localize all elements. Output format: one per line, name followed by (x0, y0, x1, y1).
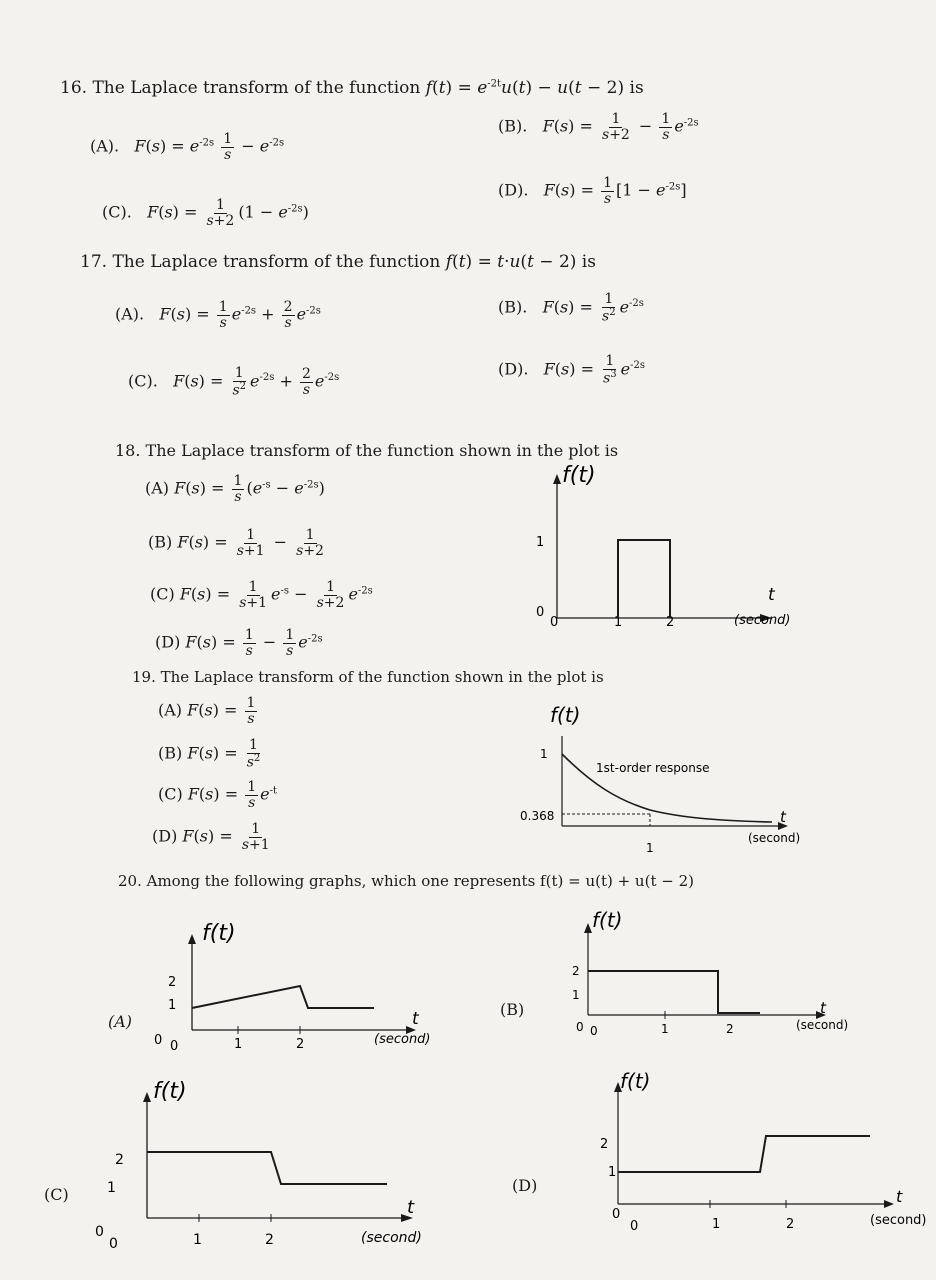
q19-option-a[interactable]: (A) F(s) = $\frac{1}{s}$ (158, 695, 256, 727)
q19-option-b[interactable]: (B) F(s) = $\frac{1}{s^2}$ (158, 737, 261, 771)
q20a-y-arrow (188, 934, 196, 944)
q20d-tick-y2: 2 (600, 1137, 609, 1152)
q20d-tick-x2: 2 (786, 1217, 795, 1232)
q20b-tick-x1: 1 (661, 1022, 669, 1036)
q20d-x-arrow (884, 1200, 894, 1208)
q20b-y-arrow (584, 923, 592, 933)
q18-tick-x1: 1 (614, 615, 623, 630)
q20-stem: 20. Among the following graphs, which one represents f(t) = u(t) + u(t − 2) (118, 872, 694, 890)
q20a-tick-y2: 2 (168, 975, 177, 990)
q20d-tick-x0: 0 (630, 1219, 639, 1234)
q20c-tick-x2: 2 (265, 1232, 274, 1248)
q20-option-b-label[interactable]: (B) (500, 1000, 525, 1019)
q20d-x-label: t (896, 1187, 903, 1206)
q19-ylabel: f(t) (550, 703, 581, 727)
q18-option-c[interactable]: (C) F(s) = $\frac{1}{s+1}$ $e^{-s}$ − $\frac{1}{s+2}$ $e^{-2s}$ (150, 579, 373, 611)
q20b-tick-x2: 2 (726, 1022, 734, 1036)
q20d-ylabel: f(t) (620, 1069, 651, 1093)
q20-option-a-label[interactable]: (A) (108, 1012, 133, 1031)
q20a-unit: (second) (374, 1032, 431, 1047)
q20-graph-b[interactable] (560, 905, 860, 1040)
q16-option-d[interactable]: (D). F(s) = $\frac{1}{s}$ $[1 - e^{-2s}]$ (498, 175, 687, 207)
q18-tick-x0: 0 (550, 615, 559, 630)
q19-option-d[interactable]: (D) F(s) = $\frac{1}{s+1}$ (152, 821, 270, 853)
q20b-origin: 0 (576, 1020, 584, 1034)
q20d-tick-y1: 1 (608, 1165, 617, 1180)
q20d-unit: (second) (870, 1213, 927, 1228)
q19-tick-x1: 1 (646, 841, 654, 855)
q20c-tick-x0: 0 (109, 1236, 118, 1252)
q18-tick-y1: 1 (536, 535, 545, 550)
q16-option-b[interactable]: (B). F(s) = $\frac{1}{s+2}$ − $\frac{1}{s}$ $e^{-2s}$ (498, 111, 699, 143)
q20a-tick-x1: 1 (234, 1037, 243, 1052)
q18-ylabel: f(t) (562, 463, 596, 488)
q20a-tick-x2: 2 (296, 1037, 305, 1052)
q20-option-c-label[interactable]: (C) (44, 1185, 69, 1204)
q16-option-a[interactable]: (A). $F(s) = e^{-2s}$ $\frac{1}{s}$ − $e^{-2s}$ (90, 131, 285, 163)
q20c-tick-y2: 2 (115, 1152, 124, 1168)
q19-unit: (second) (748, 831, 801, 845)
q17-option-a[interactable]: (A). F(s) = $\frac{1}{s}$ $e^{-2s}$ + $\frac{2}{s}$ $e^{-2s}$ (115, 299, 321, 331)
q20a-origin: 0 (154, 1033, 163, 1048)
q20b-tick-y1: 1 (572, 988, 580, 1002)
q20d-step (618, 1136, 870, 1172)
q18-stem: 18. The Laplace transform of the function shown in the plot is (115, 441, 619, 460)
q20c-ylabel: f(t) (153, 1079, 187, 1104)
q20-option-d-label[interactable]: (D) (512, 1176, 538, 1195)
q17-stem: 17. The Laplace transform of the function f(t) = t·u(t − 2) is (80, 252, 596, 272)
q20d-tick-x1: 1 (712, 1217, 721, 1232)
q20c-origin: 0 (95, 1224, 104, 1240)
q19-tick-yval: 0.368 (520, 809, 555, 823)
q18-option-d[interactable]: (D) F(s) = $\frac{1}{s}$ − $\frac{1}{s}$ $e^{-2s}$ (155, 627, 323, 659)
q20-graph-c[interactable] (95, 1068, 455, 1253)
q18-tick-x2: 2 (666, 615, 675, 630)
q19-note: 1st-order response (596, 761, 710, 775)
q19-plot (512, 696, 812, 856)
q20a-x-label: t (412, 1009, 419, 1029)
q20b-unit: (second) (796, 1018, 849, 1032)
q20b-tick-x0: 0 (590, 1024, 598, 1038)
q19-stem: 19. The Laplace transform of the function shown in the plot is (132, 668, 604, 686)
q18-y-arrow (553, 474, 561, 484)
q20a-ramp (192, 986, 374, 1008)
q20c-tick-y1: 1 (107, 1180, 116, 1196)
q20c-step (147, 1152, 387, 1184)
q17-option-d[interactable]: (D). F(s) = $\frac{1}{s^3}$ $e^{-2s}$ (498, 353, 645, 387)
q20-graph-a[interactable] (150, 910, 450, 1060)
q19-x-label: t (780, 808, 786, 826)
q17-option-c[interactable]: (C). F(s) = $\frac{1}{s^2}$ $e^{-2s}$ + $\frac{2}{s}$ $e^{-2s}$ (128, 365, 340, 399)
q18-option-b[interactable]: (B) F(s) = $\frac{1}{s+1}$ − $\frac{1}{s+2}$ (148, 527, 324, 559)
q20b-pulse (588, 971, 760, 1013)
q20b-x-label: t (820, 999, 826, 1017)
q20a-ylabel: f(t) (202, 921, 236, 946)
q20b-tick-y2: 2 (572, 964, 580, 978)
q18-x-label: t (768, 585, 775, 605)
q20a-tick-y1: 1 (168, 998, 177, 1013)
q20a-tick-x0: 0 (170, 1039, 179, 1054)
q19-tick-y1: 1 (540, 747, 548, 761)
q18-plot (520, 450, 810, 640)
q20d-origin: 0 (612, 1207, 621, 1222)
q18-option-a[interactable]: (A) F(s) = $\frac{1}{s}$ $(e^{-s} - e^{-2s})$ (145, 473, 325, 505)
q20c-x-label: t (407, 1197, 415, 1218)
q18-pulse (618, 540, 670, 618)
q19-option-c[interactable]: (C) F(s) = $\frac{1}{s}$ $e^{-t}$ (158, 779, 278, 811)
q16-option-c[interactable]: (C). F(s) = $\frac{1}{s+2}$ $(1 - e^{-2s})$ (102, 197, 309, 229)
q17-option-b[interactable]: (B). F(s) = $\frac{1}{s^2}$ $e^{-2s}$ (498, 291, 644, 325)
q18-origin: 0 (536, 605, 545, 620)
q20c-y-arrow (143, 1092, 151, 1102)
q20c-tick-x1: 1 (193, 1232, 202, 1248)
q18-unit: (second) (734, 613, 791, 628)
q20b-ylabel: f(t) (592, 908, 623, 932)
q16-stem: 16. The Laplace transform of the function $f(t) = e^{-2t}u(t) - u(t - 2)$ is (60, 78, 644, 98)
q20-graph-d[interactable] (590, 1060, 936, 1245)
q20c-unit: (second) (361, 1230, 422, 1246)
